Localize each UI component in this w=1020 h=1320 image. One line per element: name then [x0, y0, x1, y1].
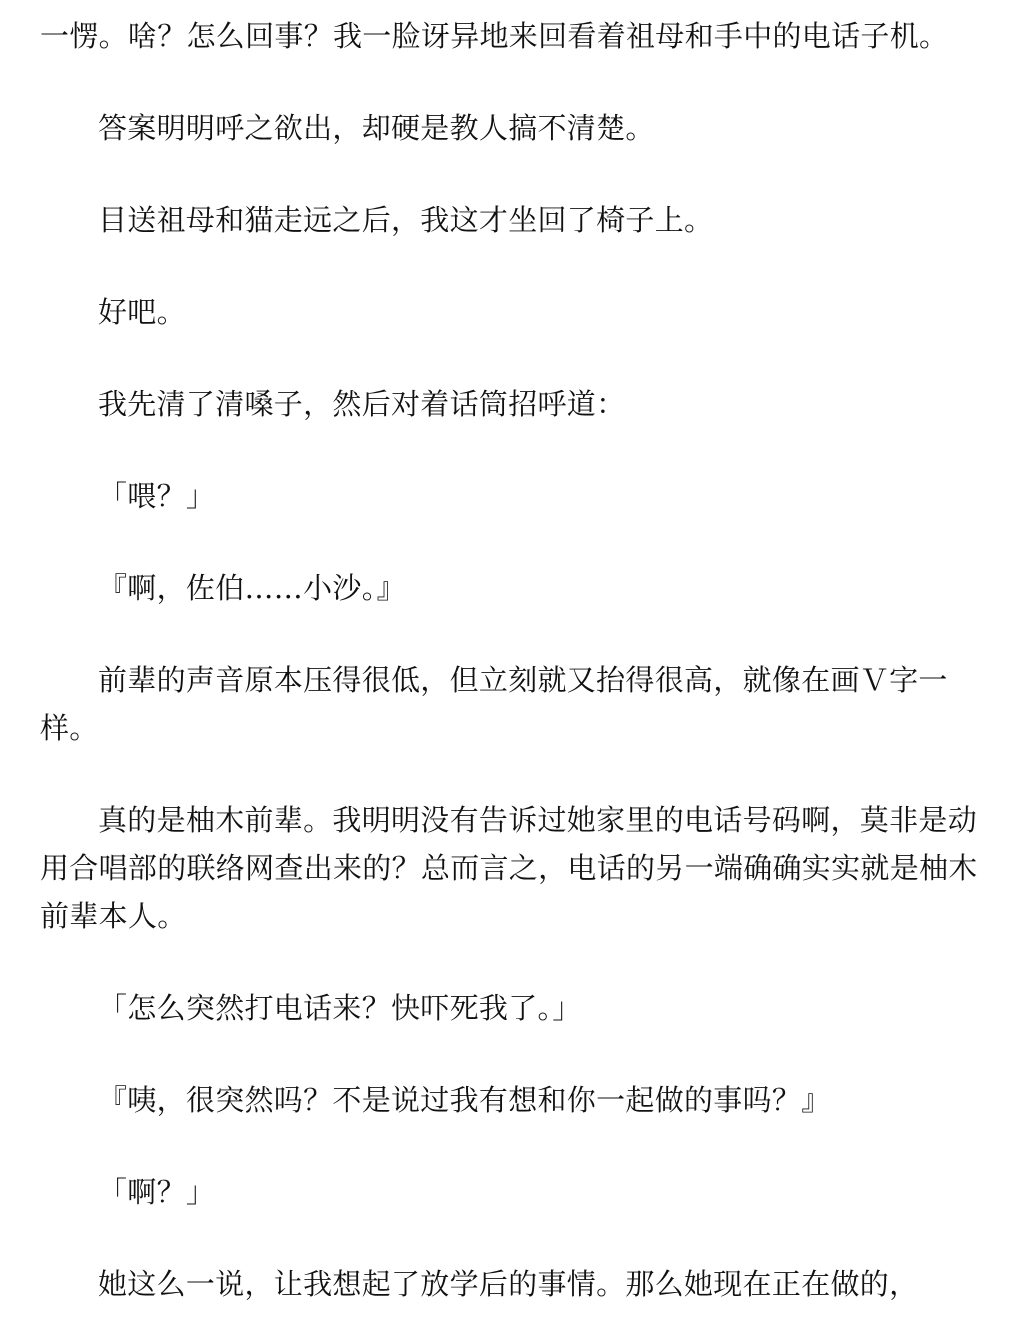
paragraph: 目送祖母和猫走远之后，我这才坐回了椅子上。 — [98, 203, 714, 237]
paragraph: 前辈的声音原本压得很低，但立刻就又抬得很高，就像在画Ｖ字一样。 — [40, 663, 948, 745]
paragraph: 好吧。 — [98, 295, 186, 329]
document-page — [40, 12, 990, 1308]
dialogue-line: 「喂？」 — [98, 479, 216, 513]
dialogue-line: 『咦，很突然吗？不是说过我有想和你一起做的事吗？』 — [98, 1083, 831, 1117]
dialogue-line: 「怎么突然打电话来？快吓死我了。」 — [98, 991, 582, 1025]
dialogue-line: 「啊？」 — [98, 1175, 216, 1209]
paragraph: 答案明明呼之欲出，却硬是教人搞不清楚。 — [98, 111, 655, 145]
dialogue-line: 『啊，佐伯……小沙。』 — [98, 571, 406, 605]
paragraph: 真的是柚木前辈。我明明没有告诉过她家里的电话号码啊，莫非是动用合唱部的联络网查出来的？总而言之，电话的另一端确确实实就是柚木前辈本人。 — [40, 803, 978, 933]
paragraph: 我先清了清嗓子，然后对着话筒招呼道： — [98, 387, 626, 421]
paragraph: 她这么一说，让我想起了放学后的事情。那么她现在正在做的， — [98, 1267, 919, 1301]
paragraph: 一愣。啥？怎么回事？我一脸讶异地来回看着祖母和手中的电话子机。 — [40, 19, 949, 53]
